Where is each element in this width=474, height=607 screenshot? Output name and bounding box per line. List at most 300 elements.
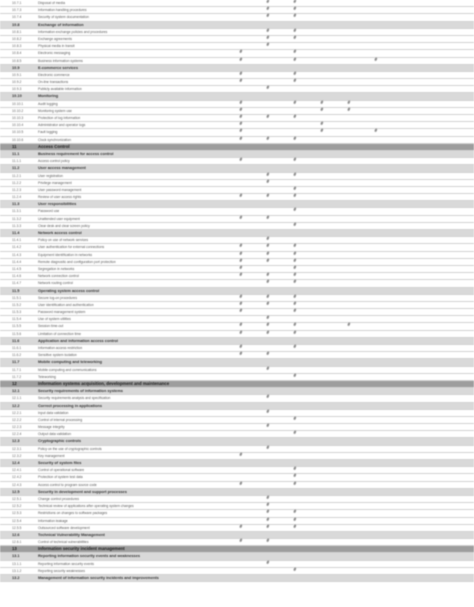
control-row xyxy=(0,43,474,50)
control-row xyxy=(0,474,474,481)
control-row xyxy=(0,36,474,43)
applicability-mark: # xyxy=(293,474,297,480)
control-number: 12.2.4 xyxy=(12,432,22,437)
applicability-mark: # xyxy=(266,115,270,120)
control-title: Business requirement for access control xyxy=(38,150,114,156)
control-title: Clear desk and clear screen policy xyxy=(38,223,90,228)
applicability-mark: # xyxy=(266,251,270,257)
control-title: Password use xyxy=(38,209,60,214)
applicability-mark: # xyxy=(239,323,243,329)
applicability-mark: # xyxy=(293,467,297,473)
applicability-mark: # xyxy=(266,35,270,41)
control-number: 13.1.2 xyxy=(12,568,22,573)
control-number: 12.3.2 xyxy=(12,453,22,458)
control-row xyxy=(0,108,474,115)
control-row xyxy=(0,352,474,359)
control-title: Policy on use of network services xyxy=(38,238,89,243)
applicability-mark: # xyxy=(266,409,270,415)
control-title: Mobile computing and teleworking xyxy=(38,359,102,365)
control-title: Password management system xyxy=(38,310,86,315)
applicability-mark: # xyxy=(266,560,270,566)
applicability-mark: # xyxy=(293,28,297,34)
control-number: 10.8.1 xyxy=(12,29,22,34)
control-number: 11.4 xyxy=(12,230,20,235)
control-number: 11.5.6 xyxy=(12,331,22,336)
control-title: Correct processing in applications xyxy=(38,402,102,408)
control-title: Monitoring system use xyxy=(38,108,72,113)
control-title: Network connection control xyxy=(38,274,79,279)
control-number: 10.10.6 xyxy=(12,137,24,142)
control-title: Control of internal processing xyxy=(38,417,83,422)
applicability-mark: # xyxy=(239,301,243,307)
control-row xyxy=(0,453,474,460)
control-title: Restrictions on changes to software packages xyxy=(38,511,108,516)
applicability-mark: # xyxy=(293,258,297,264)
applicability-mark: # xyxy=(293,309,297,315)
control-title: Application and information access control xyxy=(38,337,118,343)
applicability-mark: # xyxy=(293,14,297,20)
applicability-mark: # xyxy=(293,481,297,487)
control-number: 10.10.2 xyxy=(12,108,24,113)
control-number: 11.3.1 xyxy=(12,209,22,214)
control-row xyxy=(0,331,474,338)
control-title: Publicly available information xyxy=(38,87,82,92)
applicability-mark: # xyxy=(293,79,297,85)
applicability-mark: # xyxy=(374,129,378,135)
control-number: 13.1.1 xyxy=(12,561,22,566)
applicability-mark: # xyxy=(293,280,297,286)
control-number: 11.5 xyxy=(12,287,20,293)
section-row xyxy=(0,381,474,388)
control-number: 12.2 xyxy=(12,402,20,408)
control-row xyxy=(0,417,474,424)
subsection-row xyxy=(0,230,474,237)
control-title: Teleworking xyxy=(38,374,56,379)
applicability-mark: # xyxy=(266,136,270,142)
control-title: Remote diagnostic and configuration port protection xyxy=(38,259,116,264)
control-number: 11.7.2 xyxy=(12,374,22,379)
control-number: 12.5.2 xyxy=(12,504,22,509)
control-title: Limitation of connection time xyxy=(38,331,81,336)
control-number: 11.2.1 xyxy=(12,173,22,178)
control-number: 13.2 xyxy=(12,575,20,580)
applicability-mark: # xyxy=(266,294,270,300)
control-number: 10.7.1 xyxy=(12,1,22,5)
subsection-row xyxy=(0,438,474,445)
control-number: 11.3.2 xyxy=(12,216,22,221)
applicability-mark: # xyxy=(239,129,243,135)
control-number: 12.1.1 xyxy=(12,396,22,401)
control-number: 10.9 xyxy=(12,64,20,70)
control-row xyxy=(0,302,474,309)
applicability-mark: # xyxy=(239,265,243,271)
applicability-mark: # xyxy=(266,366,270,372)
applicability-mark: # xyxy=(347,323,351,329)
control-number: 10.7.4 xyxy=(12,15,22,20)
control-number: 11.6 xyxy=(12,337,20,343)
control-title: Control of operational software xyxy=(38,468,85,473)
control-row xyxy=(0,410,474,417)
control-number: 12.5.1 xyxy=(12,496,22,501)
control-number: 11.1.1 xyxy=(12,159,22,164)
control-number: 11.4.7 xyxy=(12,281,22,286)
control-number: 11.4.3 xyxy=(12,252,22,257)
control-row xyxy=(0,510,474,517)
control-number: 11.2.2 xyxy=(12,180,22,185)
control-number: 10.7.3 xyxy=(12,8,22,13)
applicability-mark: # xyxy=(239,251,243,257)
applicability-mark: # xyxy=(239,244,243,250)
control-title: Input data validation xyxy=(38,410,69,415)
control-title: User registration xyxy=(38,173,63,178)
control-title: Unattended user equipment xyxy=(38,216,80,221)
control-number: 11.3 xyxy=(12,201,20,207)
control-title: Privilege management xyxy=(38,180,72,185)
subsection-row xyxy=(0,359,474,366)
control-title: Security of system files xyxy=(38,460,82,465)
control-row xyxy=(0,539,474,546)
applicability-mark: # xyxy=(293,244,297,250)
applicability-mark: # xyxy=(266,244,270,250)
control-number: 10.8.2 xyxy=(12,36,22,41)
control-number: 12.2.1 xyxy=(12,410,22,415)
control-title: Protection of system test data xyxy=(38,475,83,480)
control-row xyxy=(0,266,474,273)
control-number: 10.10 xyxy=(12,93,22,99)
applicability-mark: # xyxy=(266,323,270,329)
control-number: 13 xyxy=(12,546,17,552)
applicability-mark: # xyxy=(266,43,270,49)
control-number: 12.2.3 xyxy=(12,425,22,430)
subsection-row xyxy=(0,403,474,410)
control-number: 12.3.1 xyxy=(12,446,22,451)
applicability-mark: # xyxy=(239,115,243,120)
control-row xyxy=(0,309,474,316)
control-number: 11.6.2 xyxy=(12,353,22,358)
control-row xyxy=(0,446,474,453)
control-row xyxy=(0,216,474,223)
control-title: Information security incident management xyxy=(38,546,125,552)
control-number: 11.5.4 xyxy=(12,317,22,322)
applicability-mark: # xyxy=(347,100,351,106)
control-title: User password management xyxy=(38,187,82,192)
applicability-mark: # xyxy=(266,510,270,516)
control-row xyxy=(0,29,474,36)
control-title: Monitoring xyxy=(38,93,59,99)
control-title: Audit logging xyxy=(38,101,58,106)
control-row xyxy=(0,503,474,510)
applicability-mark: # xyxy=(293,301,297,307)
control-row xyxy=(0,244,474,251)
control-title: Mobile computing and communications xyxy=(38,367,97,372)
control-title: Business information systems xyxy=(38,58,83,63)
control-number: 12.2.2 xyxy=(12,417,22,422)
control-title: Clock synchronization xyxy=(38,137,71,142)
control-title: Outsourced software development xyxy=(38,525,90,530)
control-title: Control of technical vulnerabilities xyxy=(38,540,89,545)
control-number: 11.3.3 xyxy=(12,223,22,228)
applicability-mark: # xyxy=(266,495,270,501)
control-row xyxy=(0,50,474,57)
applicability-mark: # xyxy=(239,57,243,63)
control-number: 11.5.1 xyxy=(12,295,22,300)
control-number: 12.1 xyxy=(12,388,20,394)
control-title: Operating system access control xyxy=(38,287,100,293)
control-row xyxy=(0,129,474,136)
applicability-mark: # xyxy=(239,345,243,350)
applicability-mark: # xyxy=(266,273,270,279)
applicability-mark: # xyxy=(293,208,297,214)
applicability-mark: # xyxy=(266,258,270,264)
applicability-mark: # xyxy=(239,71,243,77)
applicability-mark: # xyxy=(293,35,297,41)
applicability-mark: # xyxy=(320,100,324,106)
control-title: Security requirements analysis and specification xyxy=(38,396,111,401)
applicability-mark: # xyxy=(239,215,243,221)
control-title: User access management xyxy=(38,165,86,171)
applicability-mark: # xyxy=(293,510,297,516)
applicability-mark: # xyxy=(293,71,297,77)
control-row xyxy=(0,467,474,474)
control-number: 10.8.5 xyxy=(12,58,22,63)
applicability-mark: # xyxy=(293,345,297,350)
applicability-mark: # xyxy=(239,122,243,128)
control-row xyxy=(0,280,474,287)
applicability-mark: # xyxy=(266,316,270,322)
applicability-mark: # xyxy=(239,136,243,142)
applicability-mark: # xyxy=(266,86,270,92)
applicability-mark: # xyxy=(239,524,243,530)
applicability-mark: # xyxy=(239,100,243,106)
subsection-row xyxy=(0,460,474,467)
control-row xyxy=(0,295,474,302)
control-title: Technical review of applications after operating system changes xyxy=(38,504,134,509)
control-number: 11.2.4 xyxy=(12,195,22,200)
control-title: Sensitive system isolation xyxy=(38,353,77,358)
control-number: 10.9.2 xyxy=(12,80,22,85)
applicability-mark: # xyxy=(293,158,297,164)
control-number: 11.4.6 xyxy=(12,274,22,279)
control-number: 12.6 xyxy=(12,531,20,537)
control-row xyxy=(0,194,474,201)
control-number: 11.4.1 xyxy=(12,238,22,243)
applicability-mark: # xyxy=(266,424,270,430)
control-number: 10.10.3 xyxy=(12,116,24,120)
applicability-mark: # xyxy=(266,14,270,20)
applicability-mark: # xyxy=(293,373,297,379)
control-number: 10.8.3 xyxy=(12,44,22,49)
control-number: 11.4.5 xyxy=(12,266,22,271)
control-number: 10.9.3 xyxy=(12,87,22,92)
control-number: 11.2.3 xyxy=(12,187,22,192)
applicability-mark: # xyxy=(293,273,297,279)
control-title: Reporting security weaknesses xyxy=(38,568,85,573)
applicability-mark: # xyxy=(266,7,270,13)
control-number: 13.1 xyxy=(12,553,20,559)
control-number: 11.7 xyxy=(12,359,20,365)
control-title: Disposal of media xyxy=(38,1,65,5)
control-row xyxy=(0,496,474,503)
section-row xyxy=(0,546,474,553)
control-number: 12.6.1 xyxy=(12,540,22,545)
control-row xyxy=(0,252,474,259)
subsection-row xyxy=(0,65,474,72)
applicability-mark: # xyxy=(239,79,243,85)
control-title: Security of system documentation xyxy=(38,15,89,20)
applicability-mark: # xyxy=(293,251,297,257)
control-title: Policy on the use of cryptographic controls xyxy=(38,446,102,451)
control-number: 12.5.4 xyxy=(12,518,22,523)
control-title: Network routing control xyxy=(38,281,73,286)
control-row xyxy=(0,7,474,14)
control-title: Physical media in transit xyxy=(38,44,75,49)
control-title: Security requirements of information systems xyxy=(38,388,123,394)
subsection-row xyxy=(0,201,474,208)
control-row xyxy=(0,431,474,438)
control-row xyxy=(0,137,474,144)
applicability-mark: # xyxy=(266,395,270,401)
control-row xyxy=(0,14,474,21)
control-row xyxy=(0,259,474,266)
control-title: Access control to program source code xyxy=(38,482,97,487)
applicability-mark: # xyxy=(239,539,243,545)
applicability-mark: # xyxy=(266,503,270,509)
control-row xyxy=(0,395,474,402)
control-title: Security in development and support processes xyxy=(38,488,127,494)
applicability-mark: # xyxy=(293,330,297,336)
control-row xyxy=(0,316,474,323)
control-title: E-commerce services xyxy=(38,64,79,70)
control-number: 12.4.1 xyxy=(12,468,22,473)
applicability-mark: # xyxy=(239,294,243,300)
applicability-mark: # xyxy=(374,57,378,63)
control-number: 10.9.1 xyxy=(12,72,22,77)
control-title: On-line transactions xyxy=(38,80,69,85)
applicability-mark: # xyxy=(266,194,270,200)
applicability-mark: # xyxy=(293,416,297,422)
applicability-mark: # xyxy=(320,122,324,128)
control-number: 10.10.1 xyxy=(12,101,24,106)
subsection-row xyxy=(0,575,474,582)
subsection-row xyxy=(0,288,474,295)
applicability-mark: # xyxy=(266,539,270,545)
applicability-mark: # xyxy=(293,265,297,271)
control-row xyxy=(0,323,474,330)
control-row xyxy=(0,86,474,93)
control-title: Change control procedures xyxy=(38,496,79,501)
subsection-row xyxy=(0,22,474,29)
applicability-mark: # xyxy=(239,258,243,264)
control-row xyxy=(0,525,474,532)
applicability-mark: # xyxy=(293,172,297,178)
control-number: 10.10.4 xyxy=(12,123,24,128)
control-row xyxy=(0,223,474,230)
control-number: 12.5 xyxy=(12,488,20,494)
subsection-row xyxy=(0,532,474,539)
control-number: 12.3 xyxy=(12,438,20,444)
control-title: Reporting information security events and weaknesses xyxy=(38,553,141,559)
subsection-row xyxy=(0,388,474,395)
applicability-mark: # xyxy=(239,481,243,487)
control-row xyxy=(0,173,474,180)
applicability-mark: # xyxy=(266,172,270,178)
control-row xyxy=(0,424,474,431)
applicability-mark: # xyxy=(266,517,270,523)
control-title: Session time-out xyxy=(38,324,64,329)
control-title: Protection of log information xyxy=(38,116,81,120)
control-title: Segregation in networks xyxy=(38,266,75,271)
applicability-mark: # xyxy=(266,28,270,34)
control-row xyxy=(0,208,474,215)
control-number: 10.8.4 xyxy=(12,51,22,56)
control-title: Secure log-on procedures xyxy=(38,295,78,300)
subsection-row xyxy=(0,553,474,560)
control-row xyxy=(0,568,474,575)
applicability-mark: # xyxy=(266,330,270,336)
applicability-mark: # xyxy=(293,194,297,200)
control-number: 12.4.3 xyxy=(12,482,22,487)
control-row xyxy=(0,115,474,122)
applicability-mark: # xyxy=(293,50,297,56)
applicability-mark: # xyxy=(266,237,270,243)
applicability-mark: # xyxy=(239,352,243,358)
applicability-mark: # xyxy=(239,309,243,315)
control-title: Administrator and operator logs xyxy=(38,123,86,128)
control-title: Information handling procedures xyxy=(38,8,87,13)
control-row xyxy=(0,482,474,489)
control-title: Information systems acquisition, development and maintenance xyxy=(38,380,170,386)
applicability-mark: # xyxy=(293,323,297,329)
subsection-row xyxy=(0,165,474,172)
applicability-mark: # xyxy=(293,294,297,300)
control-number: 11.5.5 xyxy=(12,324,22,329)
control-row xyxy=(0,187,474,194)
control-row xyxy=(0,237,474,244)
control-row xyxy=(0,158,474,165)
control-number: 11.1 xyxy=(12,150,20,156)
control-number: 11.6.1 xyxy=(12,346,22,350)
subsection-row xyxy=(0,93,474,100)
control-number: 11.5.3 xyxy=(12,310,22,315)
applicability-mark: # xyxy=(293,115,297,120)
section-row xyxy=(0,144,474,151)
applicability-mark: # xyxy=(266,301,270,307)
applicability-mark: # xyxy=(239,50,243,56)
control-row xyxy=(0,345,474,352)
control-row xyxy=(0,72,474,79)
applicability-mark: # xyxy=(266,445,270,451)
control-number: 11.2 xyxy=(12,165,20,171)
control-title: Cryptographic controls xyxy=(38,438,82,444)
control-title: Access Control xyxy=(38,143,70,149)
applicability-mark: # xyxy=(239,194,243,200)
applicability-mark: # xyxy=(347,107,351,113)
control-title: Network access control xyxy=(38,230,82,235)
applicability-mark: # xyxy=(293,0,297,5)
applicability-mark: # xyxy=(266,215,270,221)
control-title: Exchange agreements xyxy=(38,36,72,41)
control-number: 12 xyxy=(12,380,17,386)
control-row xyxy=(0,0,474,7)
control-title: Electronic commerce xyxy=(38,72,70,77)
control-row xyxy=(0,79,474,86)
applicability-mark: # xyxy=(293,431,297,437)
applicability-mark: # xyxy=(266,524,270,530)
control-row xyxy=(0,518,474,525)
control-title: User authentication for external connections xyxy=(38,245,105,250)
control-title: Technical Vulnerability Management xyxy=(38,531,105,537)
applicability-mark: # xyxy=(293,100,297,106)
